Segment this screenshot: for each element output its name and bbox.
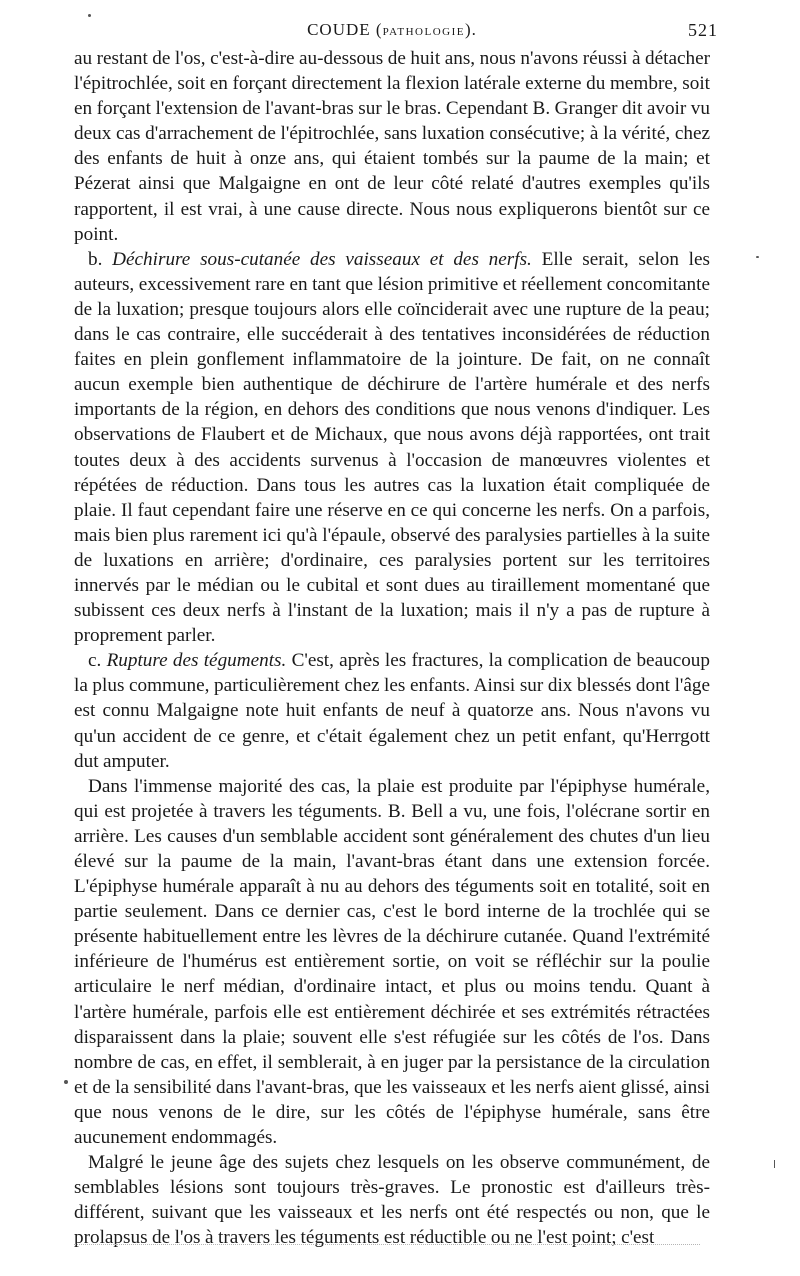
paragraph: [74, 247, 710, 649]
margin-speck: [756, 256, 759, 258]
margin-speck: [774, 1160, 775, 1168]
text-run: C'est, après les fractures, la complication de beaucoup la plus commune, particulièrement chez les enfants. Ainsi sur dix blessés dont l'âge est connu Malgaigne note huit enfants de neuf à quatorze ans. Nous n'avons vu qu'un accident de ce genre, et c'était également chez un petit enfant, qu'Herrgott dut amputer.: [74, 650, 710, 772]
margin-speck: [64, 1080, 68, 1084]
running-title-paren-close: ).: [465, 20, 477, 39]
text-run: Dans l'immense majorité des cas, la plaie est produite par l'épiphyse humérale, qui est projetée à travers les téguments. B. Bell a vu, une fois, l'olécrane sortir en arrière. Les causes d'un semblable accident sont généralement des chutes d'un lieu élevé sur la paume de la main, l'avant-bras étant dans une extension forcée. L'épiphyse humérale apparaît à nu au dehors des téguments soit en totalité, soit en partie seulement. Dans ce dernier cas, c'est le bord interne de la trochlée qui se présente habituellement entre les lèvres de la déchirure cutanée. Quand l'extrémité inférieure de l'humérus est entièrement sortie, on voit se réfléchir sur la poulie articulaire le nerf médian, d'ordinaire intact, et plus ou moins tendu. Quant à l'artère humérale, parfois elle est entièrement déchirée et ses extrémités rétractées disparaissent dans la plaie; souvent elle s'est réfugiée sur les côtés de l'os. Dans nombre de cas, en effet, il semblerait, à en juger par la persistance de la circulation et de la sensibilité dans l'avant-bras, que les vaisseaux et les nerfs aient glissé, ainsi que nous venons de le dire, sur les côtés de l'épiphyse humérale, sans être aucunement endommagés.: [74, 775, 710, 1149]
paragraph: [74, 46, 710, 247]
running-title-paren-open: (: [375, 20, 383, 39]
text-run: b.: [88, 248, 113, 270]
text-run: Malgré le jeune âge des sujets chez lesquels on les observe communément, de semblables lésions sont toujours très-graves. Le pronostic est d'ailleurs très-différent, suivant que les vaisseaux et les nerfs ont été respectés ou non, que le prolapsus de l'os à travers les téguments est réductible ou ne l'est point; c'est: [74, 1152, 710, 1249]
text-run: c.: [88, 650, 107, 672]
italic-run: Rupture des téguments.: [106, 650, 287, 672]
running-title-main: COUDE: [307, 20, 371, 39]
body-text: [74, 46, 710, 1251]
italic-run: Déchirure sous-cutanée des vaisseaux et des nerfs.: [112, 248, 532, 270]
running-head: [74, 20, 718, 46]
paragraph: [74, 774, 710, 1150]
bottom-dotted-rule: [74, 1244, 700, 1245]
margin-speck: [88, 14, 91, 17]
running-title-sub: PATHOLOGIE: [382, 26, 465, 38]
paragraph: [74, 648, 710, 773]
running-title: [74, 20, 710, 40]
text-run: Elle serait, selon les auteurs, excessivement rare en tant que lésion primitive et réellement concomitante de la luxation; presque toujours alors elle coïnciderait avec une rupture de la peau; dans le cas contraire, elle succéderait à des tentatives inconsidérées de réduction faites en plein gonflement inflammatoire de la jointure. De fait, on ne connaît aucun exemple bien authentique de déchirure de l'artère humérale et des nerfs importants de la région, en dehors des conditions que nous venons d'indiquer. Les observations de Flaubert et de Michaux, que nous avons déjà rapportées, ont trait toutes deux à des accidents survenus à l'occasion de manœuvres violentes et répétées de réduction. Dans tous les autres cas la luxation était compliquée de plaie. Il faut cependant faire une réserve en ce qui concerne les nerfs. On a parfois, mais bien plus rarement ici qu'à l'épaule, observé des paralysies partielles à la suite de luxations en arrière; d'ordinaire, ces paralysies portent sur les territoires innervés par le médian ou le cubital et sont dues au tiraillement momentané que subissent ces deux nerfs à l'instant de la luxation; mais il n'y a pas de rupture à proprement parler.: [74, 248, 710, 647]
page-number: 521: [688, 20, 718, 40]
text-run: au restant de l'os, c'est-à-dire au-dessous de huit ans, nous n'avons réussi à détacher l'épitrochlée, soit en forçant directement la flexion latérale externe du membre, soit en forçant l'extension de l'avant-bras sur le bras. Cependant B. Granger dit avoir vu deux cas d'arrachement de l'épitrochlée, sans luxation consécutive; à la vérité, chez des enfants de huit à onze ans, qui étaient tombés sur la paume de la main; et Pézerat ainsi que Malgaigne en ont de leur côté relaté d'autres exemples qu'ils rapportent, il est vrai, à une cause directe. Nous nous expliquerons bientôt sur ce point.: [74, 48, 710, 245]
book-page: [74, 20, 718, 1251]
paragraph: [74, 1150, 710, 1250]
